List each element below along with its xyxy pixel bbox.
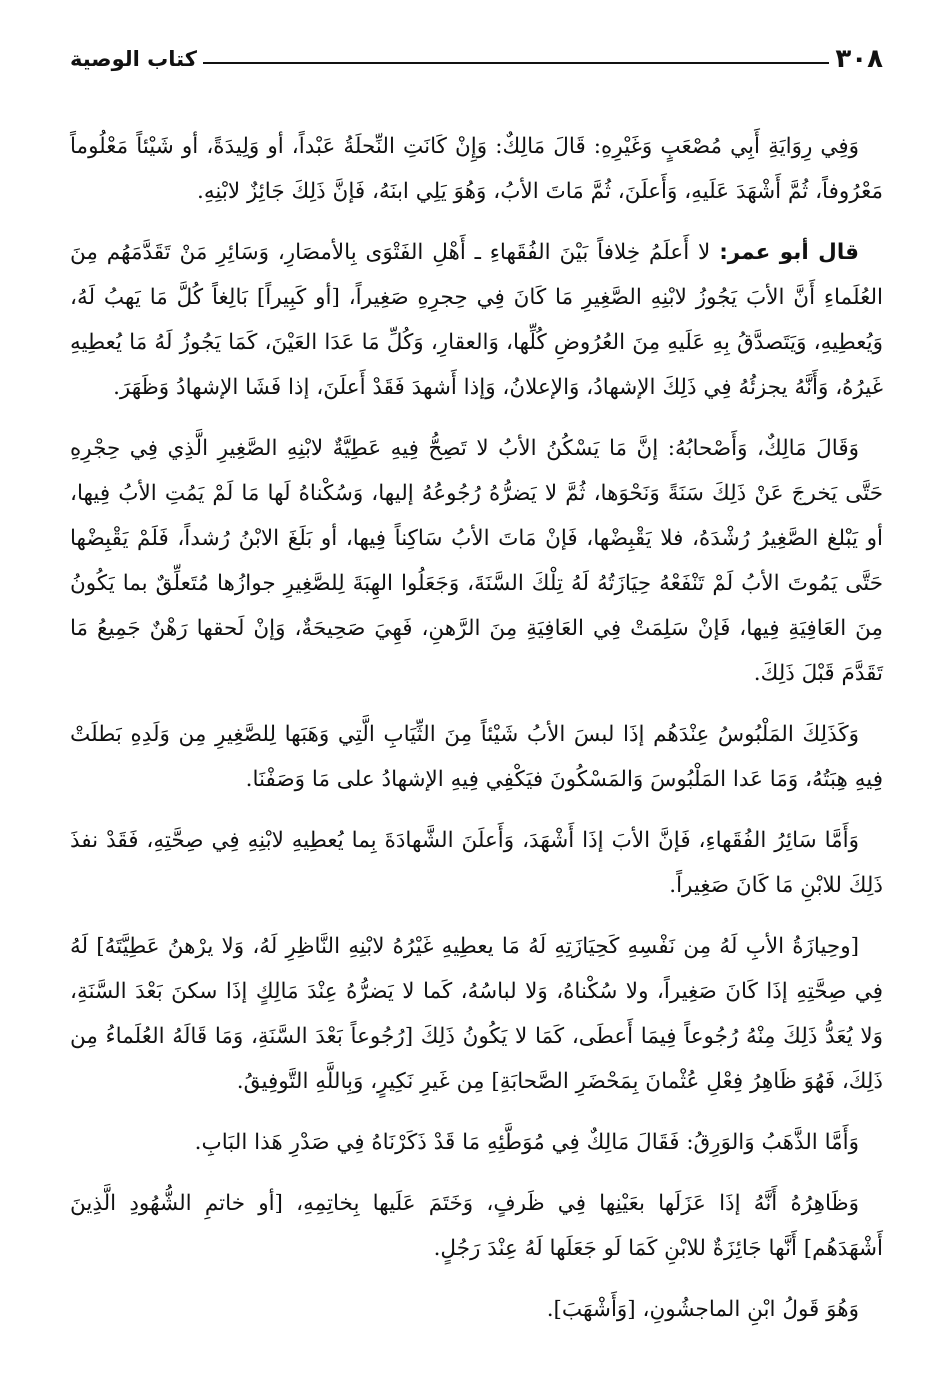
paragraph	[70, 1287, 883, 1332]
paragraph	[70, 124, 883, 214]
paragraph	[70, 818, 883, 908]
paragraph	[70, 924, 883, 1104]
running-header	[70, 28, 883, 74]
paragraph-text: وَظَاهِرُهُ أَنَّهُ إذَا عَزَلَها بعَيْنِها فِي ظَرفٍ، وَخَتَمَ عَلَيها بِخاتِمِهِ، [أو خاتمِ الشُّهُودِ الَّذِينَ أَشْهَدَهُم] أَنَّها جَائِزَةٌ للابْنِ كَمَا لَو جَعَلَها لَهُ عِنْدَ رَجُلٍ.	[70, 1191, 883, 1261]
text-body	[70, 124, 883, 1332]
paragraph	[70, 1120, 883, 1165]
paragraph	[70, 1181, 883, 1271]
paragraph	[70, 426, 883, 696]
speaker-label: قال أبو عمر:	[719, 240, 859, 265]
paragraph	[70, 230, 883, 410]
page-number: ٣٠٨	[835, 44, 883, 74]
paragraph-text: لا أَعلَمُ خِلافاً بَيْنَ الفُقَهاءِ ـ أَهْلِ الفَتْوَى بِالأمصَارِ، وَسَائِرِ مَنْ تَقَدَّمَهُم مِنَ العُلَماءِ أَنَّ الأبَ يَجُوزُ لابْنِهِ الصَّغِيرِ مَا كَانَ فِي حِجرِهِ صَغِيراً، [أو كَبِيراً] بَالِغاً كُلَّ مَا يَهبُ لَهُ، وَيُعطِيهِ، وَيَتَصدَّقُ بِهِ عَلَيهِ مِنَ العُرُوضِ كُلِّها، وَالعقارِ، وَكُلِّ مَا عَدَا العَيْنَ، كَمَا يَجُوزُ لَهُ مَا يُعطِيهِ غَيرُهُ، وَأَنَّهُ يجزئُهُ فِي ذَلِكَ الإشهادُ، وَالإعلانُ، وَإذا أَشهدَ فَقَدْ أَعلَنَ، إذا فَشَا الإشهادُ وَظَهَرَ.	[70, 240, 883, 400]
paragraph-text: وَأَمَّا الذَّهَبُ وَالوَرِقُ: فَقَالَ مَالِكٌ فِي مُوَطَّئِهِ مَا قَدْ ذَكَرْنَاهُ فِي صَدْرِ هَذا البَابِ.	[194, 1130, 859, 1155]
paragraph-text: وَهُوَ قَولُ ابْنِ الماجشُونِ، [وَأَشْهَبَ].	[546, 1297, 859, 1322]
paragraph-text: وَفِي رِوَايَةِ أَبِي مُصْعَبٍ وَغَيْرِهِ: قَالَ مَالِكٌ: وَإِنْ كَانَتِ النِّحلَةُ عَبْداً، أو وَلِيدَةً، أو شَيْئاً مَعْلُوماً مَعْرُوفاً، ثُمَّ أَشْهَدَ عَلَيهِ، وَأَعلَنَ، ثُمَّ مَاتَ الأبُ، وَهُوَ يَلِي ابنَهُ، فَإنَّ ذَلِكَ جَائِزٌ لابْنِهِ.	[70, 134, 883, 204]
paragraph-text: [وحِيازَةُ الأبِ لَهُ مِن نَفْسِهِ كَحِيَازَتِهِ لَهُ مَا يعطِيهِ غَيْرُهُ لابْنِهِ النَّاظِرِ لَهُ، وَلا يرْهنُ عَطِيَّتَهُ] لَهُ فِي صِحَّتِهِ إذَا كَانَ صَغِيراً، ولا سُكْناهُ، وَلا لباسُهُ، كَما لا يَضرُّهُ عِنْدَ مَالِكٍ إذَا سكنَ بَعْدَ السَّنَةِ، وَلا يُعَدُّ ذَلِكَ مِنْهُ رُجُوعاً فِيمَا أَعطَى، كَمَا لا يَكُونُ ذَلِكَ [رُجُوعاً بَعْدَ السَّنَةِ، وَمَا قَالَهُ العُلَماءُ مِن ذَلِكَ، فَهُوَ ظَاهِرُ فِعْلِ عُثْمانَ بِمَحْضَرِ الصَّحابَةِ] مِن غَيرِ نَكِيرٍ، وَبِاللَّهِ التَّوفِيقُ.	[70, 934, 883, 1094]
paragraph-text: وَقَالَ مَالِكٌ، وَأَصْحابُهُ: إنَّ مَا يَسْكُنُ الأبُ لا تَصِحُّ فِيهِ عَطِيَّةٌ لابْنِهِ الصَّغِيرِ الَّذِي فِي حِجْرِهِ حَتَّى يَخرجَ عَنْ ذَلِكَ سَنَةً وَنَحْوَها، ثُمَّ لا يَضرُّهُ رُجُوعُهُ إليها، وَسُكْناهُ لَها مَا لَمْ يَمُتِ الأبُ فِيها، أو يَبْلغ الصَّغِيرُ رُشْدَهُ، فلا يَقْبِضْها، فَإنْ مَاتَ الأبُ سَاكِناً فِيها، أو بَلَغَ الابْنُ رُشداً، فَلَمْ يَقْبِضْها حَتَّى يَمُوتَ الأبُ لَمْ تَنْفَعْهُ حِيَازَتُهُ لَهُ تِلْكَ السَّنَةَ، وَجَعَلُوا الهِبَةَ لِلصَّغِيرِ جوازُها مُتَعلِّقٌ بما يَكُونُ مِنَ العَافِيَةِ فِيها، فَإنْ سَلِمَتْ فِي العَافِيَةِ مِنَ الرَّهنِ، فَهِيَ صَحِيحَةٌ، وَإنْ لَحقها رَهْنٌ جَمِيعُ مَا تَقَدَّمَ قَبْلَ ذَلِكَ.	[70, 436, 883, 686]
paragraph	[70, 712, 883, 802]
header-rule	[203, 62, 829, 64]
paragraph-text: وَأَمَّا سَائِرُ الفُقَهاءِ، فَإنَّ الأبَ إذَا أَشْهَدَ، وَأَعلَنَ الشَّهادَةَ بِما يُعطِيهِ لابْنِهِ فِي صِحَّتِهِ، فَقَدْ نفذَ ذَلِكَ للابْنِ مَا كَانَ صَغِيراً.	[70, 828, 883, 898]
paragraph-text: وَكَذَلِكَ المَلْبُوسُ عِنْدَهُم إذَا لبسَ الأبُ شَيْئاً مِنَ الثِّيَابِ الَّتِي وَهَبَها لِلصَّغِيرِ مِن وَلَدِهِ بَطلَتْ فِيهِ هِبَتُهُ، وَمَا عَدا المَلْبُوسَ وَالمَسْكُونَ فيَكْفِي فِيهِ الإشهادُ على مَا وَصَفْنَا.	[70, 722, 883, 792]
chapter-title: كتاب الوصية	[70, 47, 197, 71]
